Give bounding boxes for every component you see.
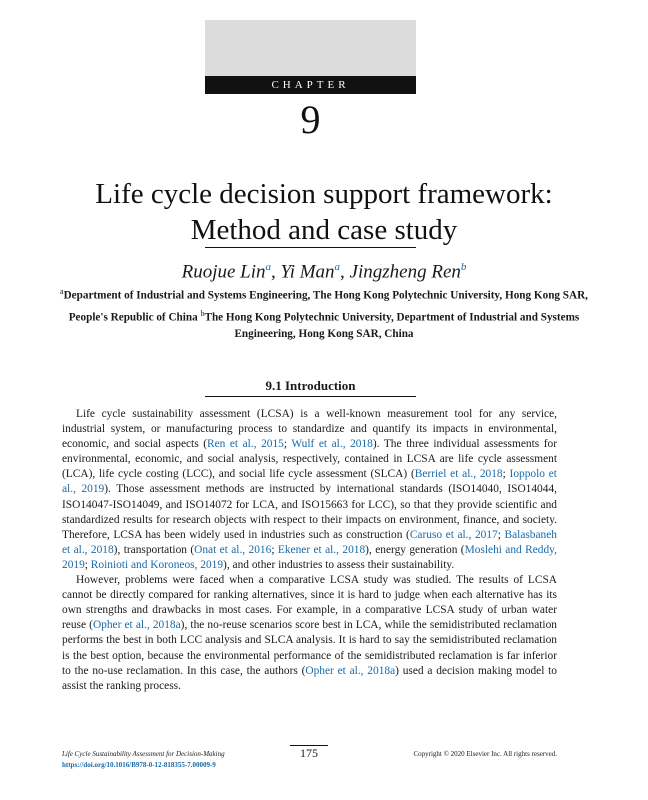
text-run: ; bbox=[502, 468, 510, 481]
author-affiliation-mark[interactable]: a bbox=[334, 261, 341, 273]
footer-left bbox=[62, 749, 292, 771]
citation-link[interactable]: Roinioti and Koroneos, 2019 bbox=[90, 558, 224, 571]
text-run: ), energy generation ( bbox=[365, 543, 465, 556]
title-line-2: Method and case study bbox=[190, 214, 458, 246]
affiliation-a: Department of Industrial and Systems Engineering, The Hong Kong Polytechnic University, Hong Kong SAR, People's Republic of China bbox=[63, 289, 588, 324]
citation-link[interactable]: Berriel et al., 2018 bbox=[414, 468, 503, 481]
citation-link[interactable]: Ekener et al., 2018 bbox=[277, 543, 366, 556]
text-run: ), the no-reuse scenarios score best in LCA, while the semidistributed reclamation performs the best in both LCC analysis and SLCA analysis. It is hard to say the semidistributed reclamation is the best option, because the environmental performance of the semidistributed reclamation is far inferior to the no-use reclamation. In this case, the authors ( bbox=[62, 619, 557, 677]
citation-link[interactable]: Moslehi and Reddy, 2019 bbox=[62, 543, 557, 571]
author-affiliation-mark[interactable]: a bbox=[265, 261, 272, 273]
doi-link[interactable]: https://doi.org/10.1016/B978-0-12-818355-7.00009-9 bbox=[62, 761, 216, 769]
chapter-label: CHAPTER bbox=[205, 76, 416, 94]
affiliation-mark: b bbox=[200, 308, 205, 318]
text-run: ; bbox=[84, 558, 91, 571]
citation-link[interactable]: Balasbaneh et al., 2018 bbox=[62, 528, 558, 556]
author-name: Jingzheng Ren bbox=[349, 261, 461, 283]
author-name: Yi Man bbox=[280, 261, 335, 283]
affiliation-b: The Hong Kong Polytechnic University, Department of Industrial and Systems Engineering, Hong Kong SAR, China bbox=[204, 311, 580, 341]
citation-link[interactable]: Opher et al., 2018a bbox=[92, 619, 181, 632]
title-rule bbox=[205, 247, 416, 248]
text-run: ), transportation ( bbox=[113, 543, 195, 556]
paragraph bbox=[62, 573, 557, 694]
book-title: Life Cycle Sustainability Assessment for Decision-Making bbox=[62, 750, 225, 758]
paragraph bbox=[62, 407, 557, 573]
text-run: ), and other industries to assess their sustainability. bbox=[223, 558, 455, 571]
citation-link[interactable]: Ioppolo et al., 2019 bbox=[62, 468, 557, 496]
citation-link[interactable]: Wulf et al., 2018 bbox=[291, 438, 373, 451]
copyright: Copyright © 2020 Elsevier Inc. All rights reserved. bbox=[413, 750, 557, 758]
affiliation-mark: a bbox=[60, 287, 64, 296]
text-run: ). Those assessment methods are instructed by international standards (ISO14040, ISO14044, ISO14047-ISO14049, and ISO14072 for LCA, and ISO15663 for LCC), so that they provide scientific and standardized results for research objects with respect to their impacts on environment, finance, and society. Therefore, LCSA has been widely used in industries such as construction ( bbox=[62, 483, 557, 541]
section-heading: 9.1 Introduction bbox=[265, 378, 356, 393]
text-run: ; bbox=[271, 543, 278, 556]
page-number: 175 bbox=[300, 746, 318, 760]
citation-link[interactable]: Ren et al., 2015 bbox=[206, 438, 284, 451]
body-text bbox=[62, 407, 557, 694]
section-rule bbox=[205, 396, 416, 397]
text-run: However, problems were faced when a comparative LCSA study was studied. The results of LCSA cannot be directly compared for ranking alternatives, since it is hard to judge when each alternative has its own strengths and drawbacks in most cases. For example, in a comparative LCSA study of urban water reuse ( bbox=[62, 574, 557, 632]
citation-link[interactable]: Opher et al., 2018a bbox=[305, 664, 396, 677]
text-run: Life cycle sustainability assessment (LCSA) is a well-known measurement tool for any service, industrial system, or manufacturing process to standardize and quantify its impacts in environmental, economic, and social aspects ( bbox=[62, 408, 557, 451]
text-run: ) used a decision making model to assist the ranking process. bbox=[62, 664, 557, 692]
author-list: Ruojue Lin$^a$, Yi Man$^a$, Jingzheng Ren$^b$ bbox=[181, 261, 467, 283]
citation-link[interactable]: Caruso et al., 2017 bbox=[409, 528, 498, 541]
text-run: ). The three individual assessments for environmental, economic, and social analysis, respectively, contained in LCSA are life cycle assessment (LCA), life cycle costing (LCC), and social life cycle assessment (SLCA) ( bbox=[62, 438, 557, 481]
text-run: ; bbox=[283, 438, 292, 451]
author-name: Ruojue Lin bbox=[181, 261, 266, 283]
chapter-number: 9 bbox=[300, 97, 321, 142]
citation-link[interactable]: Onat et al., 2016 bbox=[194, 543, 272, 556]
chapter-title bbox=[20, 176, 628, 248]
text-run: ; bbox=[497, 528, 505, 541]
title-line-1: Life cycle decision support framework: bbox=[95, 178, 553, 210]
author-affiliation-mark[interactable]: b bbox=[460, 261, 467, 273]
affiliations bbox=[60, 283, 588, 343]
